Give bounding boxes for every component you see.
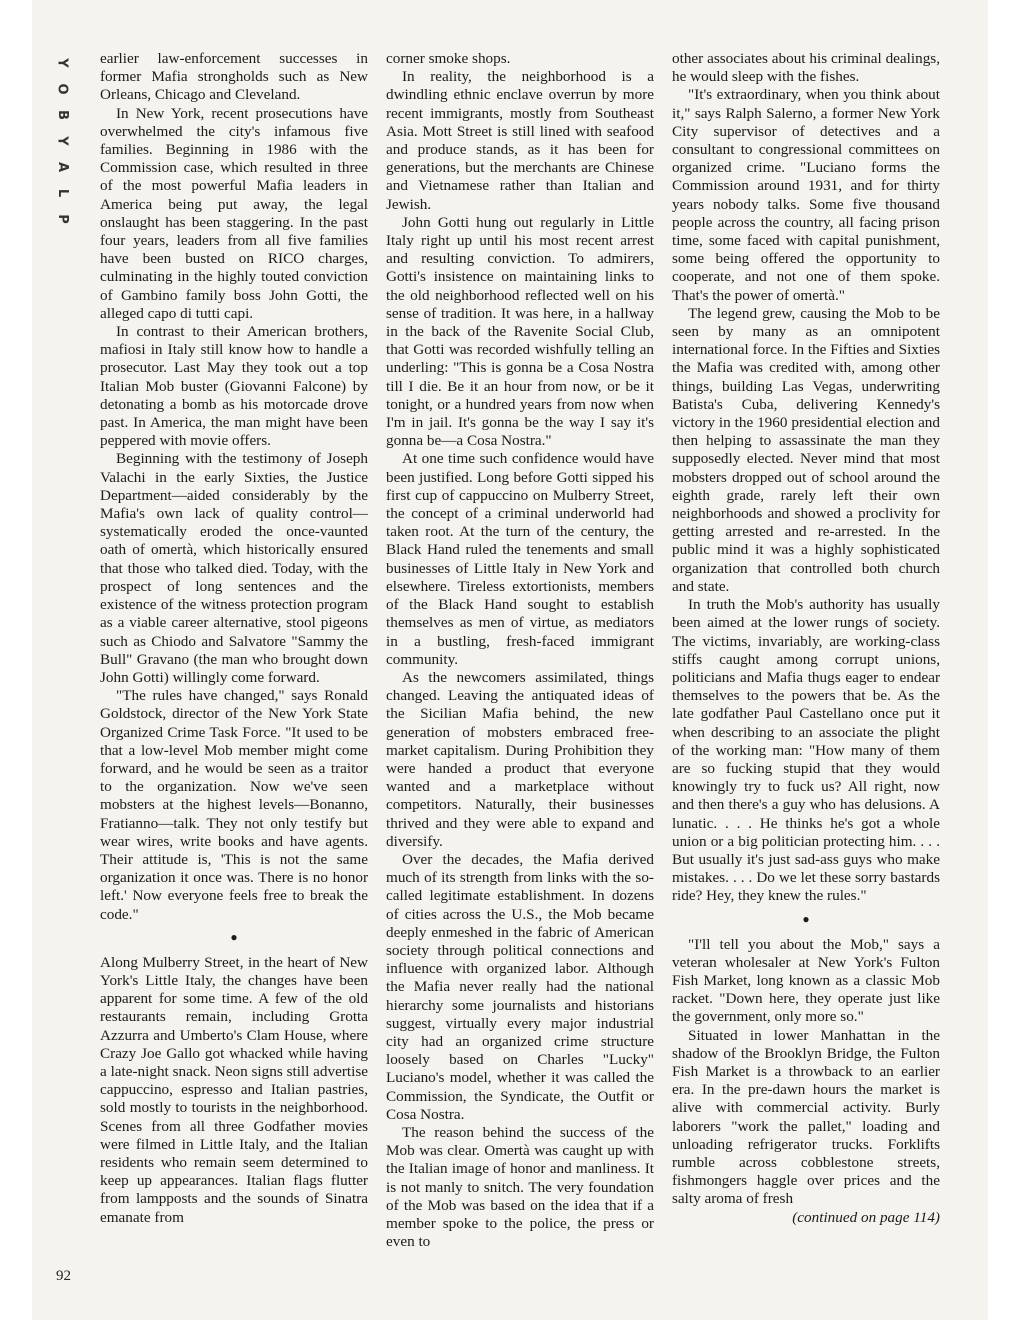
article-paragraph: In reality, the neighborhood is a dwindling ethnic enclave overrun by more recent immigrants, mostly from Southeast Asia. Mott Street is still lined with seafood and produce stands, as it has been for generations, but the merchants are Chinese and Vietnamese rather than Italian and Jewish. [386, 68, 654, 213]
magazine-runner [52, 50, 72, 232]
page-margin-left [0, 0, 32, 1320]
runner-letter: O [55, 83, 70, 95]
article-paragraph: In truth the Mob's authority has usually been aimed at the lower rungs of society. The victims, invariably, are working-class stiffs caught among corrupt unions, politicians and Mafia thugs eager to endear themselves to the powers that be. As the late godfather Paul Castellano once put it when describing to an associate the plight of the working man: "How many of them are so fucking stupid that they would knowingly try to fuck us? All right, now and then there's a guy who has delusions. A lunatic. . . . He thinks he's got a whole union or a big politician protecting him. . . . But usually it's just sad-ass guys who make mistakes. . . . Do we let these sorry bastards ride? Hey, they knew the rules." [672, 596, 940, 905]
article-paragraph: "The rules have changed," says Ronald Goldstock, director of the New York State Organized Crime Task Force. "It used to be that a low-level Mob member might come forward, and he would be seen as a traitor to the organization. Now we've seen mobsters at the highest levels—Bonanno, Fratianno—talk. They not only testify but wear wires, write books and have agents. Their attitude is, 'This is not the same organization it once was. There is no honor left.' Now everyone feels free to break the code." [100, 687, 368, 923]
section-divider: ● [802, 911, 810, 926]
article-paragraph: Along Mulberry Street, in the heart of New York's Little Italy, the changes have been apparent for some time. A few of the old restaurants remain, including Grotta Azzurra and Umberto's Clam House, where Crazy Joe Gallo got whacked while having a late-night snack. Neon signs still advertise cappuccino, espresso and Italian pastries, sold mostly to tourists in the neighborhood. Scenes from all three Godfather movies were filmed in Little Italy, and the Italian residents who remain seem determined to keep up appearances. Italian flags flutter from lampposts and the sounds of Sinatra emanate from [100, 953, 368, 1226]
page-margin-right [988, 0, 1020, 1320]
article-paragraph: The legend grew, causing the Mob to be seen by many as an omnipotent international force. In the Fifties and Sixties the Mafia was credited with, among other things, building Las Vegas, underwriting Batista's Cuba, delivering Kennedy's victory in the 1960 presidential election and then helping to assassinate the man they supposedly elected. Never mind that most mobsters dropped out of school around the eighth grade, rarely left their own neighborhoods and showed a proclivity for getting arrested and re-arrested. In the public mind it was a highly sophisticated organization that controlled both church and state. [672, 304, 940, 595]
runner-letter: B [54, 110, 70, 120]
article-column-2 [386, 50, 654, 1270]
runner-letter: Y [54, 58, 70, 68]
page-number: 92 [56, 1268, 71, 1284]
runner-letter: Y [54, 136, 70, 146]
article-paragraph: The reason behind the success of the Mob was clear. Omertà was caught up with the Italian image of honor and manliness. It is not manly to snitch. The very foundation of the Mob was based on the idea that if a member spoke to the police, the press or even to [386, 1123, 654, 1251]
article-paragraph: earlier law-enforcement successes in former Mafia strongholds such as New Orleans, Chicago and Cleveland. [100, 50, 368, 104]
article-column-3 [672, 50, 940, 1270]
section-divider: ● [230, 929, 238, 944]
article-paragraph: Beginning with the testimony of Joseph Valachi in the early Sixties, the Justice Department—aided considerably by the Mafia's own lack of quality control—systematically eroded the once-vaunted oath of omertà, which historically ensured that those who talked died. Today, with the prospect of long sentences and the existence of the witness protection program as a viable career alternative, stool pigeons such as Chiodo and Salvatore "Sammy the Bull" Gravano (the man who brought down John Gotti) willingly come forward. [100, 450, 368, 686]
article-paragraph: Situated in lower Manhattan in the shadow of the Brooklyn Bridge, the Fulton Fish Market is a throwback to an earlier era. In the pre-dawn hours the market is alive with commercial activity. Burly laborers "work the pallet," loading and unloading refrigerator trucks. Forklifts rumble across cobblestone streets, fishmongers haggle over prices and the salty aroma of fresh [672, 1026, 940, 1208]
continued-note: (continued on page 114) [792, 1208, 940, 1226]
article-paragraph: other associates about his criminal dealings, he would sleep with the fishes. [672, 50, 940, 86]
runner-letter: L [54, 188, 70, 198]
article-column-1 [100, 50, 368, 1270]
runner-letter: P [55, 214, 70, 224]
runner-letter: A [55, 161, 70, 173]
article-paragraph: Over the decades, the Mafia derived much of its strength from links with the so-called legitimate establishment. In dozens of cities across the U.S., the Mob became deeply enmeshed in the fabric of American society through political connections and influence with organized labor. Although the Mafia never really had the national hierarchy some journalists and historians suggest, virtually every major industrial city had an organized crime structure loosely based on Charles "Lucky" Luciano's model, whether it was called the Commission, the Syndicate, the Outfit or Cosa Nostra. [386, 850, 654, 1123]
article-paragraph: In contrast to their American brothers, mafiosi in Italy still know how to handle a prosecutor. Last May they took out a top Italian Mob buster (Giovanni Falcone) by detonating a bomb as his motorcade drove past. In America, the man might have been peppered with movie offers. [100, 323, 368, 450]
article-paragraph: At one time such confidence would have been justified. Long before Gotti sipped his first cup of cappuccino on Mulberry Street, the concept of a criminal underworld had taken root. At the turn of the century, the Black Hand ruled the tenements and small businesses of Little Italy in New York and elsewhere. Tireless extortionists, members of the Black Hand sought to establish themselves as men of virtue, as mediators in a bustling, fresh-faced immigrant community. [386, 450, 654, 668]
article-paragraph: In New York, recent prosecutions have overwhelmed the city's infamous five families. Beginning in 1986 with the Commission case, which resulted in three of the most powerful Mafia leaders in America being put away, the legal onslaught has been staggering. In the past four years, leaders from all five families have been busted on RICO charges, culminating in the highly touted conviction of Gambino family boss John Gotti, the alleged capo di tutti capi. [100, 104, 368, 322]
article-paragraph: "I'll tell you about the Mob," says a veteran wholesaler at New York's Fulton Fish Market, long known as a classic Mob racket. "Down here, they operate just like the government, only more so." [672, 935, 940, 1026]
article-paragraph: John Gotti hung out regularly in Little Italy right up until his most recent arrest and resulting conviction. To admirers, Gotti's insistence on maintaining links to the old neighborhood reflected well on his sense of tradition. It was here, in a hallway in the back of the Ravenite Social Club, that Gotti was recorded wishfully telling an underling: "This is gonna be a Cosa Nostra till I die. Be it an hour from now, or be it tonight, or a hundred years from now when I'm in jail. It's gonna be the way I say it's gonna be—a Cosa Nostra." [386, 213, 654, 450]
article-paragraph: corner smoke shops. [386, 50, 511, 67]
article-paragraph: As the newcomers assimilated, things changed. Leaving the antiquated ideas of the Sicilian Mafia behind, the new generation of mobsters embraced free-market capitalism. During Prohibition they were handed a product that everyone wanted and a marketplace without competitors. Naturally, their businesses thrived and they were able to expand and diversify. [386, 668, 654, 850]
article-paragraph: "It's extraordinary, when you think about it," says Ralph Salerno, a former New York City supervisor of detectives and a consultant to congressional committees on organized crime. "Luciano forms the Commission around 1931, and for thirty years nobody talks. Some five thousand people across the country, all facing prison time, some faced with capital punishment, some being offered the opportunity to cooperate, and not one of them spoke. That's the power of omertà." [672, 86, 940, 304]
